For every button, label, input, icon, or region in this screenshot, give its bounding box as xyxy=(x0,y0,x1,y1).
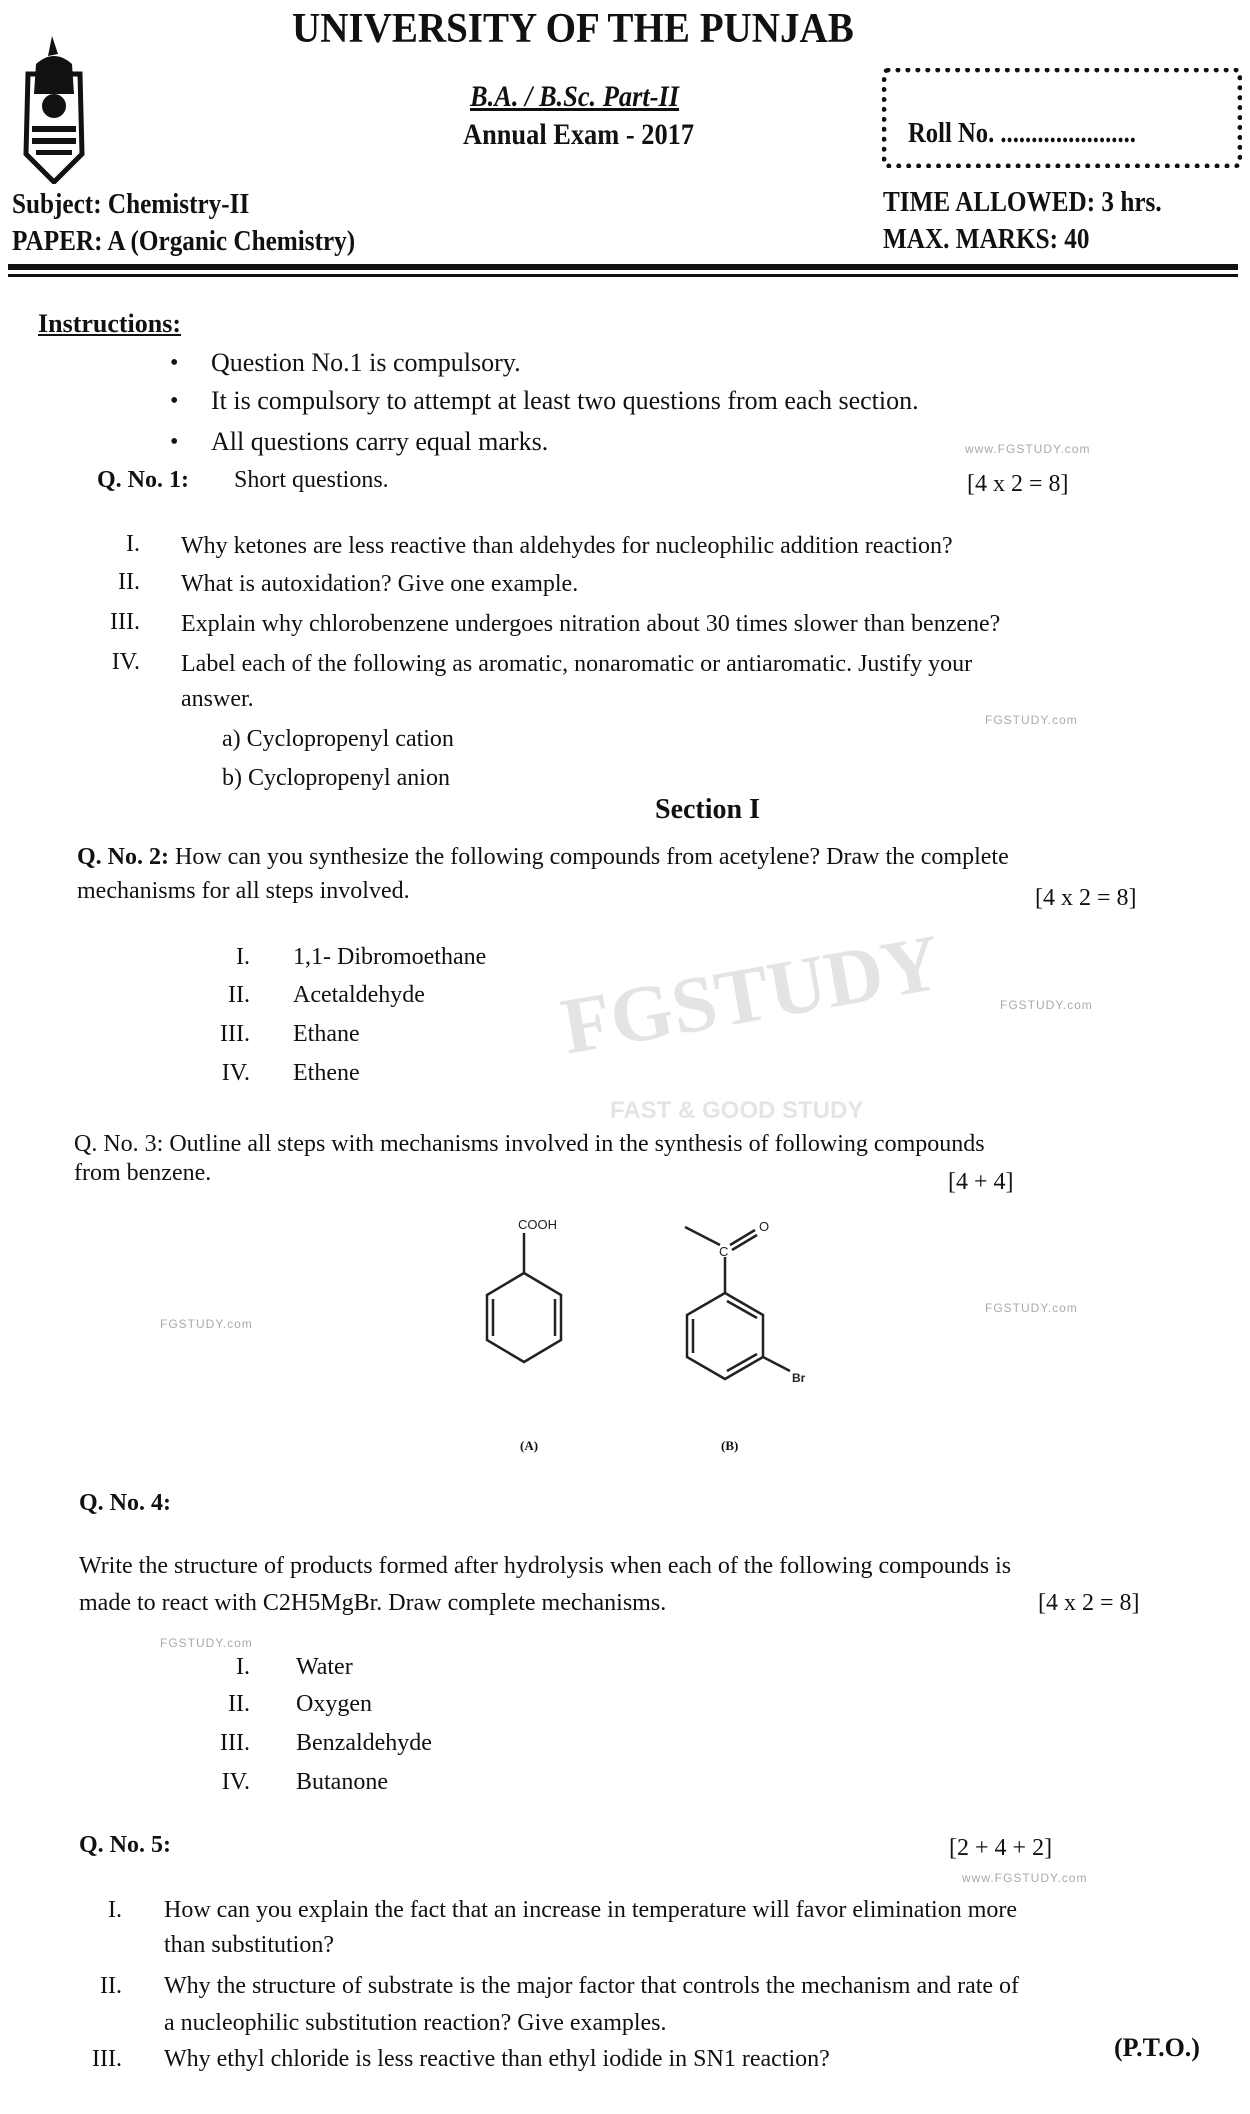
instruction-bullet: • xyxy=(170,350,179,376)
q4-text-cont: made to react with C2H5MgBr. Draw complete mechanisms. xyxy=(79,1590,667,1616)
q4-label: Q. No. 4: xyxy=(79,1490,171,1516)
program-label: B.A. / B.Sc. Part-II xyxy=(470,80,680,113)
item-number: IV. xyxy=(221,1060,250,1086)
q2-label: Q. No. 2: xyxy=(77,844,169,870)
structure-b-oxygen: O xyxy=(759,1219,770,1234)
q2-item: Ethane xyxy=(293,1021,360,1047)
q2-text xyxy=(77,843,1009,871)
item-number: I. xyxy=(126,531,140,557)
q4-item: Water xyxy=(296,1654,353,1680)
item-number: II. xyxy=(228,1691,250,1717)
q1-marks: [4 x 2 = 8] xyxy=(967,471,1069,497)
q1-item: What is autoxidation? Give one example. xyxy=(181,571,579,597)
structure-a-group: COOH xyxy=(518,1217,557,1232)
instruction-bullet: • xyxy=(170,388,179,414)
item-number: II. xyxy=(228,982,250,1008)
structure-b-carbon: C xyxy=(719,1244,729,1259)
watermark-site: www.FGSTUDY.com xyxy=(965,442,1091,456)
q5-item: How can you explain the fact that an increase in temperature will favor elimination more xyxy=(164,1897,1018,1923)
item-number: III. xyxy=(220,1730,250,1756)
q5-item: Why the structure of substrate is the major factor that controls the mechanism and rate of xyxy=(164,1973,1020,1999)
item-number: II. xyxy=(118,569,140,595)
q3-text-cont: from benzene. xyxy=(74,1160,212,1186)
q4-item: Oxygen xyxy=(296,1691,372,1717)
watermark-site: FGSTUDY.com xyxy=(1000,998,1093,1012)
instruction-item: It is compulsory to attempt at least two questions from each section. xyxy=(211,386,919,415)
item-number: IV. xyxy=(221,1769,250,1795)
watermark-site: www.FGSTUDY.com xyxy=(962,1871,1088,1885)
q5-item: Why ethyl chloride is less reactive than ethyl iodide in SN1 reaction? xyxy=(164,2046,830,2072)
item-number: I. xyxy=(236,1654,250,1680)
instructions-title: Instructions: xyxy=(38,309,182,338)
paper-label: PAPER: A (Organic Chemistry) xyxy=(12,226,356,257)
q1-item: Label each of the following as aromatic, nonaromatic or antiaromatic. Justify your xyxy=(181,651,973,677)
q1-text: Short questions. xyxy=(234,467,389,493)
q2-text-cont: mechanisms for all steps involved. xyxy=(77,878,410,904)
q1-item: Why ketones are less reactive than aldehydes for nucleophilic addition reaction? xyxy=(181,533,953,559)
q5-label: Q. No. 5: xyxy=(79,1832,171,1858)
q5-item-cont: a nucleophilic substitution reaction? Give examples. xyxy=(164,2010,667,2036)
instruction-item: Question No.1 is compulsory. xyxy=(211,348,521,377)
q1-item-cont: answer. xyxy=(181,686,254,712)
header-rule xyxy=(8,274,1238,277)
watermark-brand: FGSTUDY xyxy=(555,918,948,1072)
item-number: I. xyxy=(108,1897,122,1923)
item-number: I. xyxy=(236,944,250,970)
q4-marks: [4 x 2 = 8] xyxy=(1038,1590,1140,1616)
q2-marks: [4 x 2 = 8] xyxy=(1035,885,1137,911)
watermark-site: FGSTUDY.com xyxy=(985,713,1078,727)
structure-b-label: (B) xyxy=(721,1438,739,1453)
max-marks: MAX. MARKS: 40 xyxy=(883,224,1090,255)
subject-label: Subject: Chemistry-II xyxy=(12,189,250,220)
q2-question: How can you synthesize the following compounds from acetylene? Draw the complete xyxy=(175,844,1009,870)
q4-text: Write the structure of products formed after hydrolysis when each of the following compounds is xyxy=(79,1553,1012,1579)
item-number: III. xyxy=(110,609,140,635)
q4-item: Benzaldehyde xyxy=(296,1730,432,1756)
instruction-bullet: • xyxy=(170,429,179,455)
q1-label: Q. No. 1: xyxy=(97,467,189,493)
item-number: II. xyxy=(100,1973,122,1999)
q3-marks: [4 + 4] xyxy=(948,1169,1014,1195)
q5-item-cont: than substitution? xyxy=(164,1932,334,1958)
q2-item: 1,1- Dibromoethane xyxy=(293,944,487,970)
instruction-item: All questions carry equal marks. xyxy=(211,427,549,456)
time-allowed: TIME ALLOWED: 3 hrs. xyxy=(883,187,1162,218)
roll-number-label: Roll No. ...................... xyxy=(908,118,1136,149)
watermark-site: FGSTUDY.com xyxy=(985,1301,1078,1315)
item-number: III. xyxy=(92,2046,122,2072)
q1-item: Explain why chlorobenzene undergoes nitration about 30 times slower than benzene? xyxy=(181,611,1001,637)
exam-label: Annual Exam - 2017 xyxy=(463,118,695,151)
structure-a-label: (A) xyxy=(520,1438,539,1453)
q5-marks: [2 + 4 + 2] xyxy=(949,1835,1053,1861)
pto-label: (P.T.O.) xyxy=(1114,2033,1200,2062)
watermark-site: FGSTUDY.com xyxy=(160,1317,253,1331)
watermark-site: FGSTUDY.com xyxy=(160,1636,253,1650)
watermark-tagline: FAST & GOOD STUDY xyxy=(610,1097,864,1124)
q1-subitem: b) Cyclopropenyl anion xyxy=(222,765,450,791)
structure-a xyxy=(470,1215,580,1395)
q1-subitem: a) Cyclopropenyl cation xyxy=(222,726,454,752)
structure-b-bromine: Br xyxy=(792,1371,806,1385)
university-logo xyxy=(18,34,90,184)
q3-text: Q. No. 3: Outline all steps with mechanisms involved in the synthesis of following compounds xyxy=(74,1131,985,1157)
q4-item: Butanone xyxy=(296,1769,388,1795)
q2-item: Ethene xyxy=(293,1060,360,1086)
structure-b xyxy=(675,1215,835,1395)
header-rule xyxy=(8,264,1238,270)
item-number: III. xyxy=(220,1021,250,1047)
item-number: IV. xyxy=(111,649,140,675)
section-title: Section I xyxy=(655,794,760,825)
q2-item: Acetaldehyde xyxy=(293,982,425,1008)
university-title: UNIVERSITY OF THE PUNJAB xyxy=(292,6,854,52)
